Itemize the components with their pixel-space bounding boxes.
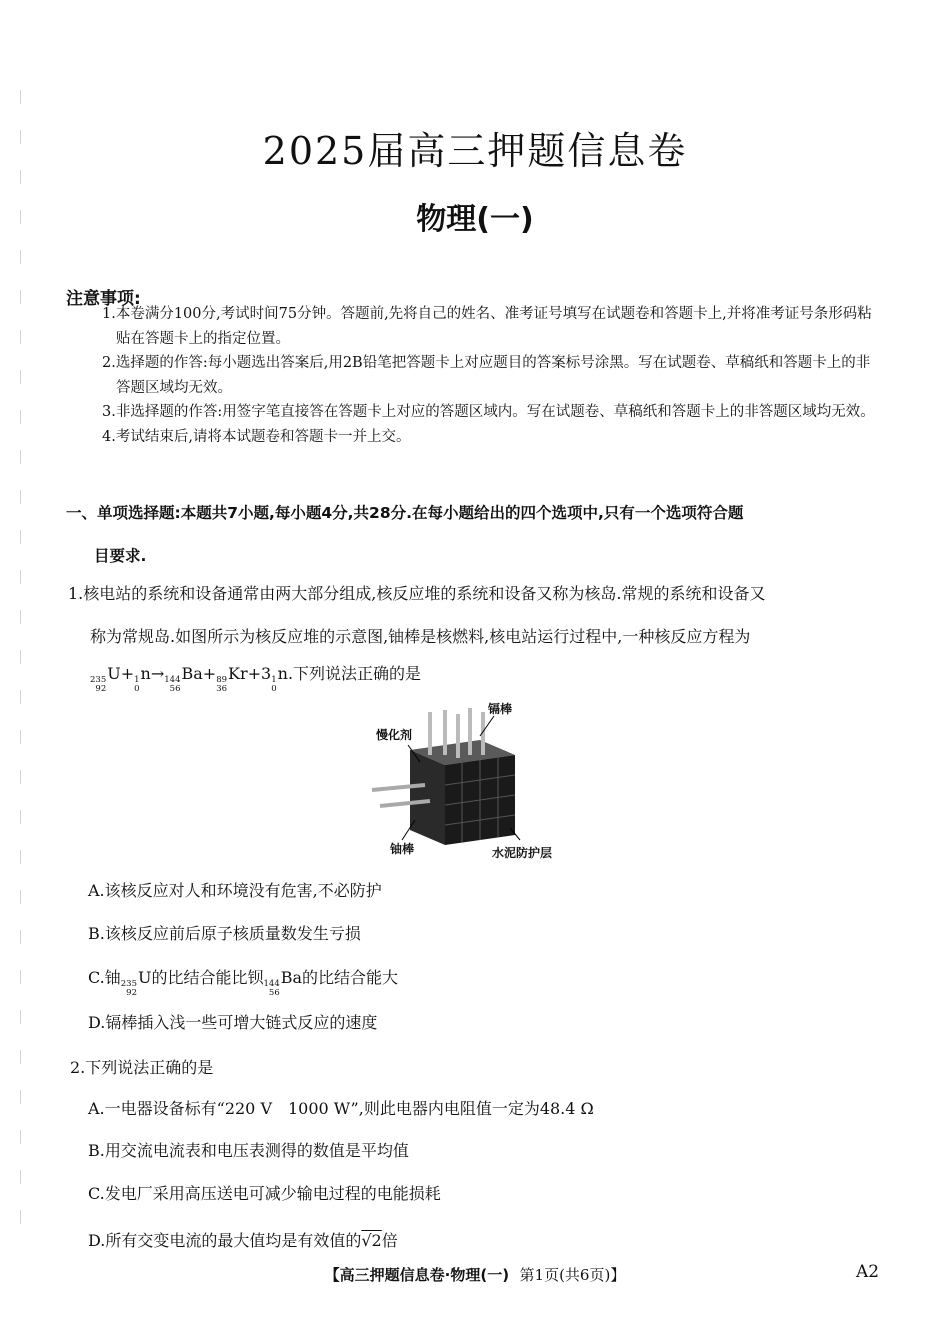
question-1-line1: 1.核电站的系统和设备通常由两大部分组成,核反应堆的系统和设备又称为核岛.常规的系统和设备又 bbox=[68, 584, 766, 603]
notice-item: 4.考试结束后,请将本试题卷和答题卡一并上交。 bbox=[102, 428, 411, 445]
q2-option-a: A.一电器设备标有“220 V 1000 W”,则此电器内电阻值一定为48.4 Ω bbox=[88, 1099, 594, 1118]
element-symbol: U bbox=[107, 664, 121, 683]
element-symbol: n bbox=[277, 664, 288, 683]
q1-option-a: A.该核反应对人和环境没有危害,不必防护 bbox=[88, 881, 382, 900]
nuclide-indices bbox=[121, 980, 137, 998]
mass-number: 144 bbox=[164, 675, 181, 685]
nuclide-indices bbox=[164, 676, 180, 694]
option-text: 的比结合能大 bbox=[302, 968, 399, 987]
q1-option-b: B.该核反应前后原子核质量数发生亏损 bbox=[88, 924, 361, 943]
q1-option-d: D.镉棒插入浅一些可增大链式反应的速度 bbox=[88, 1013, 378, 1032]
reactor-figure bbox=[370, 700, 570, 865]
nuclide-indices bbox=[271, 676, 276, 694]
nuclear-equation bbox=[90, 661, 421, 694]
plus-sign: + bbox=[202, 664, 217, 683]
notice-item: 1.本卷满分100分,考试时间75分钟。答题前,先将自己的姓名、准考证号填写在试题卷和答题卡上,并将准考证号条形码粘贴在答题卡上的指定位置。 bbox=[102, 306, 872, 347]
atomic-number: 56 bbox=[268, 988, 280, 998]
element-symbol: n bbox=[140, 664, 151, 683]
option-text: 的比结合能比钡 bbox=[151, 968, 264, 987]
moderator-label: 慢化剂 bbox=[376, 728, 413, 742]
page-footer bbox=[0, 1264, 950, 1285]
nuclide-indices bbox=[134, 676, 139, 694]
notice-heading: 注意事项: bbox=[66, 289, 141, 309]
reaction-arrow: → bbox=[150, 664, 165, 683]
atomic-number: 0 bbox=[134, 684, 140, 694]
uranium-rod-label: 铀棒 bbox=[390, 842, 415, 856]
nuclide-indices bbox=[216, 676, 227, 694]
equation-tail: .下列说法正确的是 bbox=[287, 664, 422, 683]
binding-margin-line bbox=[20, 90, 21, 1250]
exam-title: 2025届高三押题信息卷 bbox=[262, 129, 688, 173]
mass-number: 1 bbox=[271, 675, 277, 685]
mass-number: 1 bbox=[134, 675, 140, 685]
q2-option-c: C.发电厂采用高压送电可减少输电过程的电能损耗 bbox=[88, 1184, 441, 1203]
concrete-layer-label: 水泥防护层 bbox=[492, 846, 553, 860]
notice-item: 3.非选择题的作答:用签字笔直接答在答题卡上对应的答题区域内。写在试题卷、草稿纸和答题卡上的非答题区域均无效。 bbox=[102, 404, 875, 420]
atomic-number: 92 bbox=[95, 684, 107, 694]
footer-label: 【高三押题信息卷·物理(一) bbox=[324, 1266, 510, 1284]
notice-item: 2.选择题的作答:每小题选出答案后,用2B铅笔把答题卡上对应题目的答案标号涂黑。写在试题卷、草稿纸和答题卡上的非答题区域均无效。 bbox=[102, 355, 871, 396]
q2-option-b: B.用交流电流表和电压表测得的数值是平均值 bbox=[88, 1141, 409, 1160]
cadmium-rod-label: 镉棒 bbox=[488, 702, 513, 716]
nuclide-indices bbox=[264, 980, 280, 998]
q1-option-c bbox=[88, 965, 398, 998]
question-1-line2: 称为常规岛.如图所示为核反应堆的示意图,铀棒是核燃料,核电站运行过程中,一种核反应方程为 bbox=[90, 627, 751, 646]
section-heading bbox=[66, 492, 886, 578]
atomic-number: 36 bbox=[216, 684, 228, 694]
element-symbol: Ba bbox=[280, 968, 303, 987]
element-symbol: Kr bbox=[228, 664, 248, 683]
mass-number: 235 bbox=[90, 675, 107, 685]
question-1-stem bbox=[68, 572, 888, 658]
element-symbol: Ba bbox=[181, 664, 203, 683]
atomic-number: 92 bbox=[126, 988, 137, 998]
mass-number: 235 bbox=[120, 979, 137, 989]
paper-code: A2 bbox=[856, 1262, 880, 1282]
section-heading-line1: 一、单项选择题:本题共7小题,每小题4分,共28分.在每小题给出的四个选项中,只有一个选项符合题 bbox=[66, 504, 744, 522]
plus-sign: +3 bbox=[247, 664, 272, 683]
atomic-number: 0 bbox=[271, 684, 277, 694]
nuclide-indices bbox=[90, 676, 106, 694]
option-text: 倍 bbox=[381, 1231, 398, 1250]
plus-sign: + bbox=[120, 664, 135, 683]
notice-list bbox=[102, 302, 880, 449]
mass-number: 89 bbox=[216, 675, 228, 685]
q2-option-d bbox=[88, 1228, 398, 1251]
sqrt-two: √2 bbox=[361, 1231, 382, 1250]
option-text: D.所有交变电流的最大值均是有效值的 bbox=[88, 1231, 362, 1250]
section-heading-line2: 目要求. bbox=[94, 547, 147, 565]
atomic-number: 56 bbox=[169, 684, 181, 694]
question-2-stem: 2.下列说法正确的是 bbox=[70, 1058, 214, 1077]
option-text: C.铀 bbox=[88, 968, 121, 987]
mass-number: 144 bbox=[263, 979, 280, 989]
element-symbol: U bbox=[138, 968, 152, 987]
exam-subject: 物理(一) bbox=[416, 202, 534, 237]
footer-page-number: 第1页(共6页)】 bbox=[519, 1266, 626, 1284]
